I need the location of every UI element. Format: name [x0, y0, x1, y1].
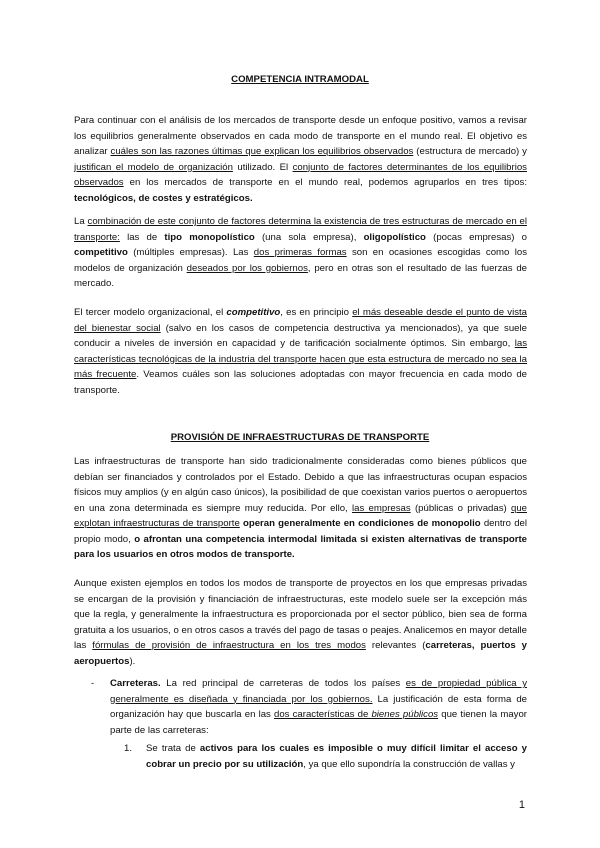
- underlined-text: fórmulas de provisión de infraestructura en los tres modos: [92, 640, 366, 651]
- bold-text: carreteras, puertos y aeropuertos: [74, 640, 528, 667]
- underlined-text: las empresas: [352, 502, 411, 514]
- text: (estructura de mercado) y: [413, 146, 527, 157]
- text: . Veamos cuáles son las soluciones adoptadas con mayor frecuencia en cada modo de transporte.: [74, 369, 527, 396]
- paragraph-competitivo: [74, 305, 527, 398]
- text: , pero en otras son el resultado de las fuerzas de mercado.: [74, 262, 527, 289]
- text: , es en principio: [280, 307, 353, 318]
- underlined-text: el más deseable desde el punto de vista del bienestar social: [74, 307, 527, 334]
- text: Aunque existen ejemplos en todos los modos de transporte de proyectos en los que empresas privadas se encargan de la provisión y financiación de infraestructuras, este modelo suele ser la excepción más que la regla, y generalmente la infraestructura es proporcionada por el sector público, bien sea de forma gratuita a los usuarios, o en otros casos a través del pago de tasas o peajes. Analicemos en mayor detalle las: [74, 578, 527, 651]
- bold-text: operan generalmente en condiciones de monopolio: [242, 518, 481, 529]
- underlined-text: conjunto de factores determinantes de los equilibrios observados: [74, 161, 527, 188]
- bold-text: activos para los cuales es imposible o muy difícil limitar el acceso y cobrar un precio por su utilización: [146, 743, 527, 770]
- bullet-carreteras: [110, 676, 527, 738]
- text: utilizado. El: [232, 161, 293, 173]
- page-number: 1: [518, 799, 525, 811]
- text: La red principal de carreteras de todos los países: [160, 678, 406, 689]
- text: las de: [119, 231, 165, 243]
- bold-text: o afrontan una competencia intermodal limitada si existen alternativas de transporte para los usuarios en otros modos de transporte.: [74, 533, 527, 560]
- underlined-italic-text: bienes públicos: [371, 709, 439, 720]
- text: Para continuar con el análisis de los mercados de transporte desde un enfoque positivo, vamos a revisar los equilibrios generalmente observados en cada modo de transporte en el mundo real. El objetivo es analizar: [74, 115, 527, 157]
- bold-text: oligopolístico: [363, 231, 426, 243]
- text: son en ocasiones escogidas como los modelos de organización: [74, 247, 528, 274]
- underlined-text: dos primeras formas: [253, 247, 347, 258]
- text: en los mercados de transporte en el mundo real, podemos agruparlos en tres tipos:: [123, 177, 527, 188]
- paragraph-infraestructuras: [74, 454, 527, 563]
- underlined-text: combinación de este conjunto de factores determina la existencia de tres estructuras de mercado en el transporte:: [74, 216, 528, 243]
- underlined-text: deseados por los gobiernos: [186, 262, 308, 274]
- bold-text: Carreteras.: [110, 678, 161, 689]
- underlined-text: cuáles son las razones últimas que explican los equilibrios observados: [110, 146, 414, 157]
- text: La: [74, 216, 88, 227]
- text: ).: [129, 655, 136, 667]
- bullet-marker: -: [91, 678, 95, 689]
- text: El tercer modelo organizacional, el: [74, 307, 227, 318]
- underlined-text: justifican el modelo de organización: [74, 161, 233, 173]
- text: (públicas o privadas): [410, 502, 511, 514]
- text: relevantes (: [365, 640, 426, 651]
- paragraph-intro: [74, 113, 527, 206]
- underlined-text: dos características de: [274, 709, 372, 720]
- underlined-text: las características tecnológicas de la industria del transporte hacen que esta estructura de mercado no sea la más frecuente: [74, 338, 527, 380]
- text: , ya que ello supondría la construcción de vallas y: [303, 758, 515, 770]
- paragraph-estructuras: [74, 214, 527, 292]
- section-title-competencia: COMPETENCIA INTRAMODAL: [231, 74, 369, 85]
- text: Se trata de: [146, 743, 200, 754]
- underlined-text: que explotan infraestructuras de transporte: [74, 502, 527, 529]
- section-title-provision: PROVISIÓN DE INFRAESTRUCTURAS DE TRANSPORTE: [170, 432, 430, 443]
- bold-text: competitivo: [74, 247, 128, 258]
- text: (múltiples empresas). Las: [127, 247, 254, 258]
- text: (pocas empresas) o: [425, 231, 527, 243]
- underlined-text: es de propiedad pública y generalmente es diseñada y financiada por los gobiernos.: [110, 678, 528, 705]
- text: Las infraestructuras de transporte han sido tradicionalmente consideradas como bienes públicos que debían ser financiados y controlados por el Estado. Debido a que las infraestructuras ocupan espacios físicos muy amplios (y en algún caso únicos), la posibilidad de que coexistan varios puertos o aeropuertos en una zona determinada es siempre muy reducida. Por ello,: [74, 456, 527, 514]
- list-number: 1.: [124, 743, 133, 754]
- bold-text: tecnológicos, de costes y estratégicos.: [74, 192, 253, 204]
- text: dentro del propio modo,: [74, 518, 527, 545]
- bold-text: tipo monopolístico: [164, 231, 255, 243]
- paragraph-ejemplos: [74, 576, 527, 669]
- text: que tienen la mayor parte de las carreteras:: [110, 709, 527, 736]
- bold-italic-text: competitivo: [226, 307, 281, 318]
- text: (salvo en los casos de competencia destructiva ya mencionados), ya que suele conducir a niveles de inversión en capacidad y de tarificación socialmente óptimos. Sin embargo,: [74, 322, 527, 349]
- text: La justificación de esta forma de organización hay que buscarla en las: [110, 693, 527, 720]
- text: (una sola empresa),: [254, 231, 364, 243]
- list-item-activos: [146, 741, 527, 772]
